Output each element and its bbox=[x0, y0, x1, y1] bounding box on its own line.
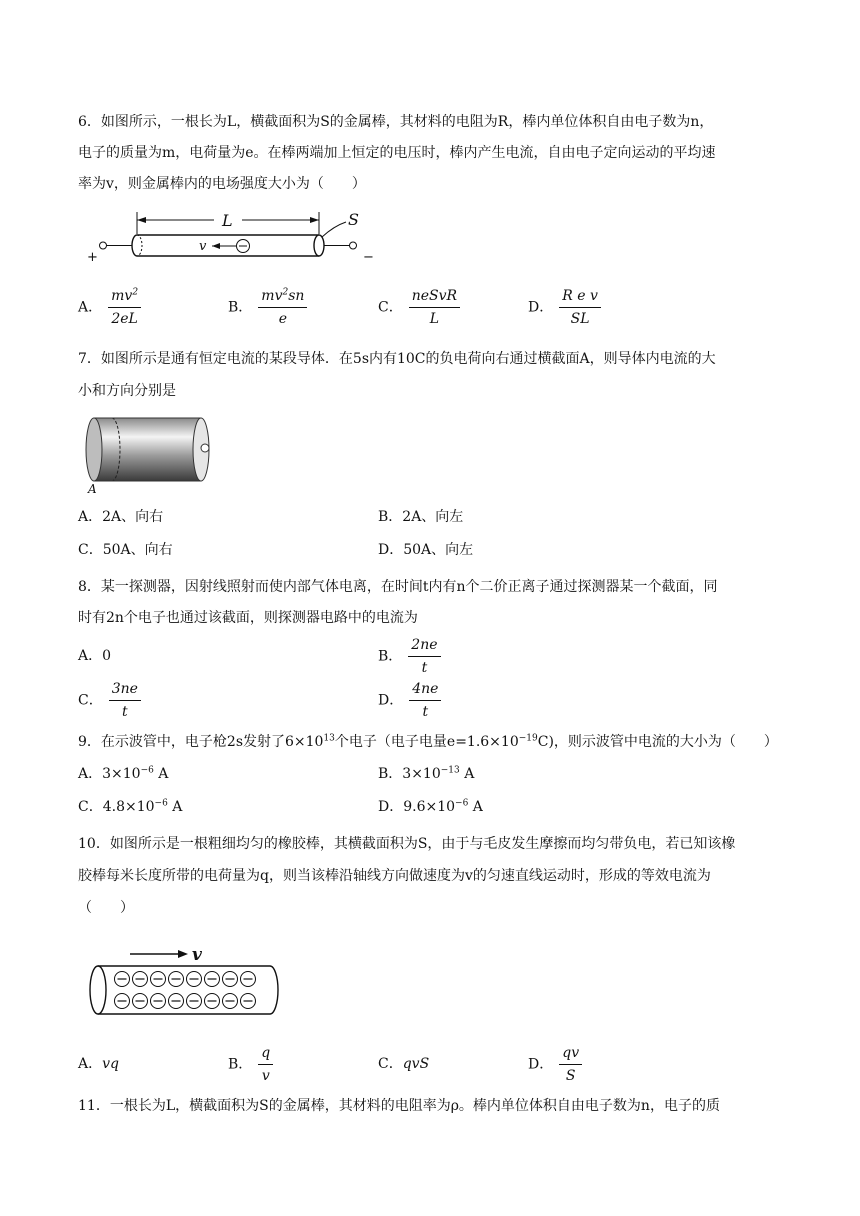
q8-option-b[interactable]: B． $\frac{2ne}{t}$ bbox=[378, 636, 441, 677]
q9-option-d[interactable]: D．$9.6\times 10^{-6}$ A bbox=[378, 798, 483, 815]
q10-option-b[interactable]: B． $\frac{q}{v}$ bbox=[228, 1044, 273, 1085]
q10-option-d[interactable]: D． $\frac{qv}{S}$ bbox=[528, 1044, 582, 1085]
q6-option-b[interactable]: B． $\frac{mv^2sn}{e}$ bbox=[228, 287, 307, 328]
q8-option-a[interactable]: A．0 bbox=[78, 648, 112, 664]
q6-metal-rod-figure bbox=[84, 204, 384, 266]
q6-option-d[interactable]: D． $\frac{\text{R e v}}{SL}$ bbox=[528, 287, 601, 328]
q10-option-a[interactable]: A．vq bbox=[78, 1056, 119, 1072]
q7-option-d[interactable]: D．50A、向左 bbox=[378, 542, 474, 558]
q6-fig-v-label: v bbox=[199, 239, 207, 254]
q6-fig-S-label: S bbox=[348, 210, 359, 229]
q7-fig-A-label: A bbox=[88, 482, 97, 494]
q8-option-d[interactable]: D． $\frac{4ne}{t}$ bbox=[378, 680, 441, 721]
q9-option-a[interactable]: A．$3\times 10^{-6}$ A bbox=[78, 765, 169, 782]
q10-line3: （ ） bbox=[78, 900, 134, 916]
q8-option-c[interactable]: C． $\frac{3ne}{t}$ bbox=[78, 680, 141, 721]
q7-line1: 7．如图所示是通有恒定电流的某段导体．在5s内有10C的负电荷向右通过横截面A，则导体内电流的大 bbox=[78, 351, 716, 367]
q7-option-a[interactable]: A．2A、向右 bbox=[78, 509, 164, 525]
q10-fig-v-label: v bbox=[192, 945, 202, 965]
q7-option-c[interactable]: C．50A、向右 bbox=[78, 542, 173, 558]
q9-option-c[interactable]: C．$4.8\times 10^{-6}$ A bbox=[78, 798, 183, 815]
q10-line2: 胶棒每米长度所带的电荷量为q，则当该棒沿轴线方向做速度为v的匀速直线运动时，形成的等效电流为 bbox=[78, 868, 711, 884]
q6-line3: 率为v，则金属棒内的电场强度大小为（ ） bbox=[78, 176, 366, 192]
q6-line1: 6．如图所示，一根长为L，横截面积为S的金属棒，其材料的电阻为R，棒内单位体积自由电子数为n， bbox=[78, 114, 714, 130]
q10-rubber-rod-figure bbox=[84, 944, 284, 1024]
q6-fig-L-label: L bbox=[222, 211, 233, 230]
q6-fig-plus-label: + bbox=[87, 250, 98, 265]
q6-option-a[interactable]: A． $\frac{mv^2}{2eL}$ bbox=[78, 287, 141, 328]
q7-line2: 小和方向分别是 bbox=[78, 383, 176, 399]
q7-option-b[interactable]: B．2A、向左 bbox=[378, 509, 464, 525]
q7-conductor-figure bbox=[84, 414, 224, 494]
q10-option-c[interactable]: C．qvS bbox=[378, 1056, 430, 1072]
q8-line2: 时有2n个电子也通过该截面，则探测器电路中的电流为 bbox=[78, 610, 418, 626]
q6-line2: 电子的质量为m，电荷量为e。在棒两端加上恒定的电压时，棒内产生电流，自由电子定向运动的平均速 bbox=[78, 145, 716, 161]
q9-option-b[interactable]: B．$3\times 10^{-13}$ A bbox=[378, 765, 475, 782]
q8-line1: 8．某一探测器，因射线照射而使内部气体电离，在时间t内有n个二价正离子通过探测器某一个截面，同 bbox=[78, 579, 718, 595]
q11-line1: 11．一根长为L，横截面积为S的金属棒，其材料的电阻率为ρ。棒内单位体积自由电子数为n，电子的质 bbox=[78, 1098, 720, 1114]
q10-line1: 10．如图所示是一根粗细均匀的橡胶棒，其横截面积为S，由于与毛皮发生摩擦而均匀带负电，若已知该橡 bbox=[78, 836, 736, 852]
q9-line1: 9．在示波管中，电子枪2s发射了$6\times 10^{13}$个电子（电子电量$e=1.6\times 10^{-19}C$)，则示波管中电流的大小为（ ） bbox=[78, 733, 778, 750]
q6-option-c[interactable]: C． $\frac{\text{neSvR}}{L}$ bbox=[378, 287, 460, 328]
q6-fig-minus-label: − bbox=[363, 250, 374, 265]
